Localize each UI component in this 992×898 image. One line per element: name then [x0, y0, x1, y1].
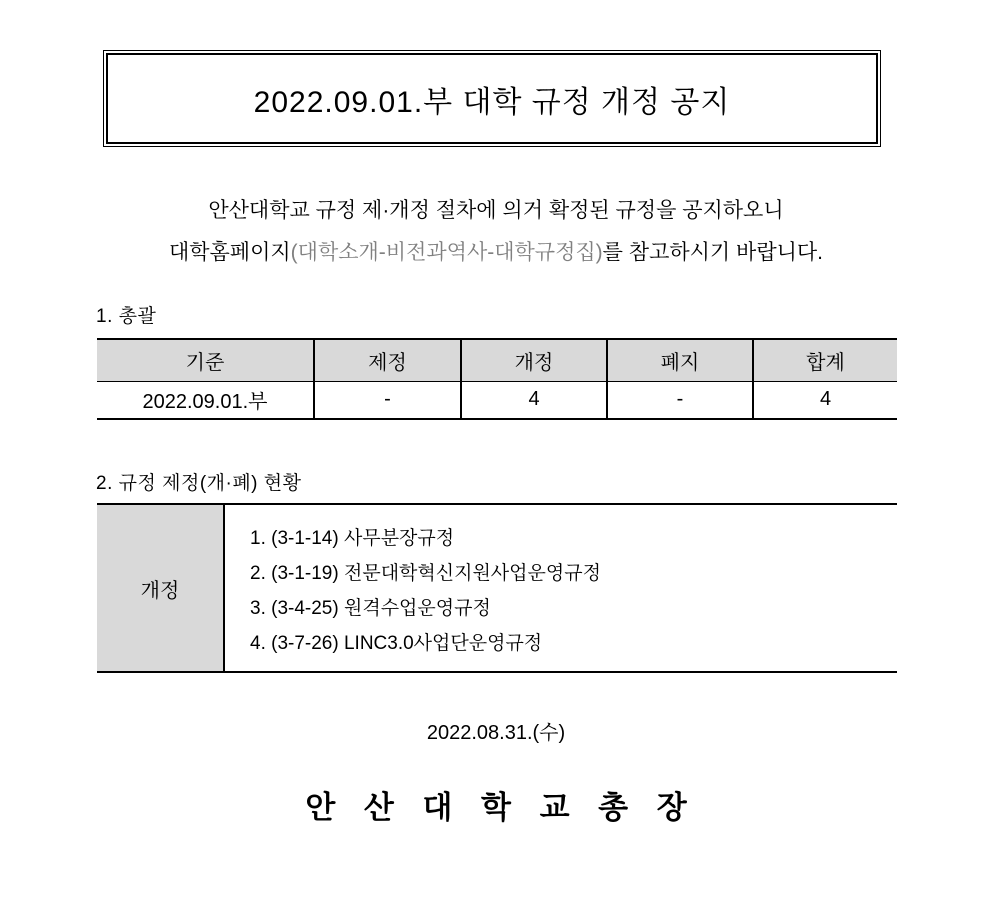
- revision-item-3: 3. (3-4-25) 원격수업운영규정: [250, 597, 491, 619]
- summary-col-header-total: 합계: [753, 339, 897, 381]
- summary-col-header-abolished: 폐지: [607, 339, 753, 381]
- revision-item-4: 4. (3-7-26) LINC3.0사업단운영규정: [250, 632, 543, 654]
- summary-col-header-basis: 기준: [97, 339, 314, 381]
- revision-item-2: 2. (3-1-19) 전문대학혁신지원사업운영규정: [250, 562, 601, 584]
- summary-cell-basis: 2022.09.01.부: [142, 391, 268, 414]
- revision-row-label: 개정: [97, 505, 225, 671]
- document-date: 2022.08.31.(수): [426, 722, 566, 744]
- revision-table: [97, 503, 897, 673]
- signature-president: 안 산 대 학 교 총 장: [305, 790, 697, 825]
- intro-line-1: 안산대학교 규정 제·개정 절차에 의거 확정된 규정을 공지하오니: [208, 199, 784, 222]
- section2-heading: 2. 규정 제정(개·폐) 현황: [96, 473, 302, 494]
- summary-cell-abolished: -: [607, 381, 753, 419]
- summary-data-row: [97, 381, 897, 419]
- summary-header-row: [97, 339, 897, 381]
- summary-col-header-revised: 개정: [461, 339, 607, 381]
- summary-cell-total: 4: [753, 381, 897, 419]
- page-title: 2022.09.01.부 대학 규정 개정 공지: [253, 85, 731, 119]
- summary-table: [97, 338, 897, 420]
- revision-item-1: 1. (3-1-14) 사무분장규정: [250, 527, 455, 549]
- revision-list: [225, 505, 897, 671]
- title-box-inner: [106, 53, 878, 144]
- summary-col-header-enacted: 제정: [314, 339, 461, 381]
- summary-cell-revised: 4: [461, 381, 607, 419]
- intro-line2-path: (대학소개-비전과역사-대학규정집): [290, 241, 603, 264]
- section1-heading: 1. 총괄: [96, 306, 157, 327]
- summary-cell-enacted: -: [314, 381, 461, 419]
- intro-line-2: [0, 232, 992, 274]
- intro-paragraph: [0, 190, 992, 274]
- title-box: [103, 50, 881, 147]
- intro-line2-prefix: 대학홈페이지: [168, 241, 291, 264]
- intro-line2-suffix: 를 참고하시기 바랍니다.: [602, 241, 824, 264]
